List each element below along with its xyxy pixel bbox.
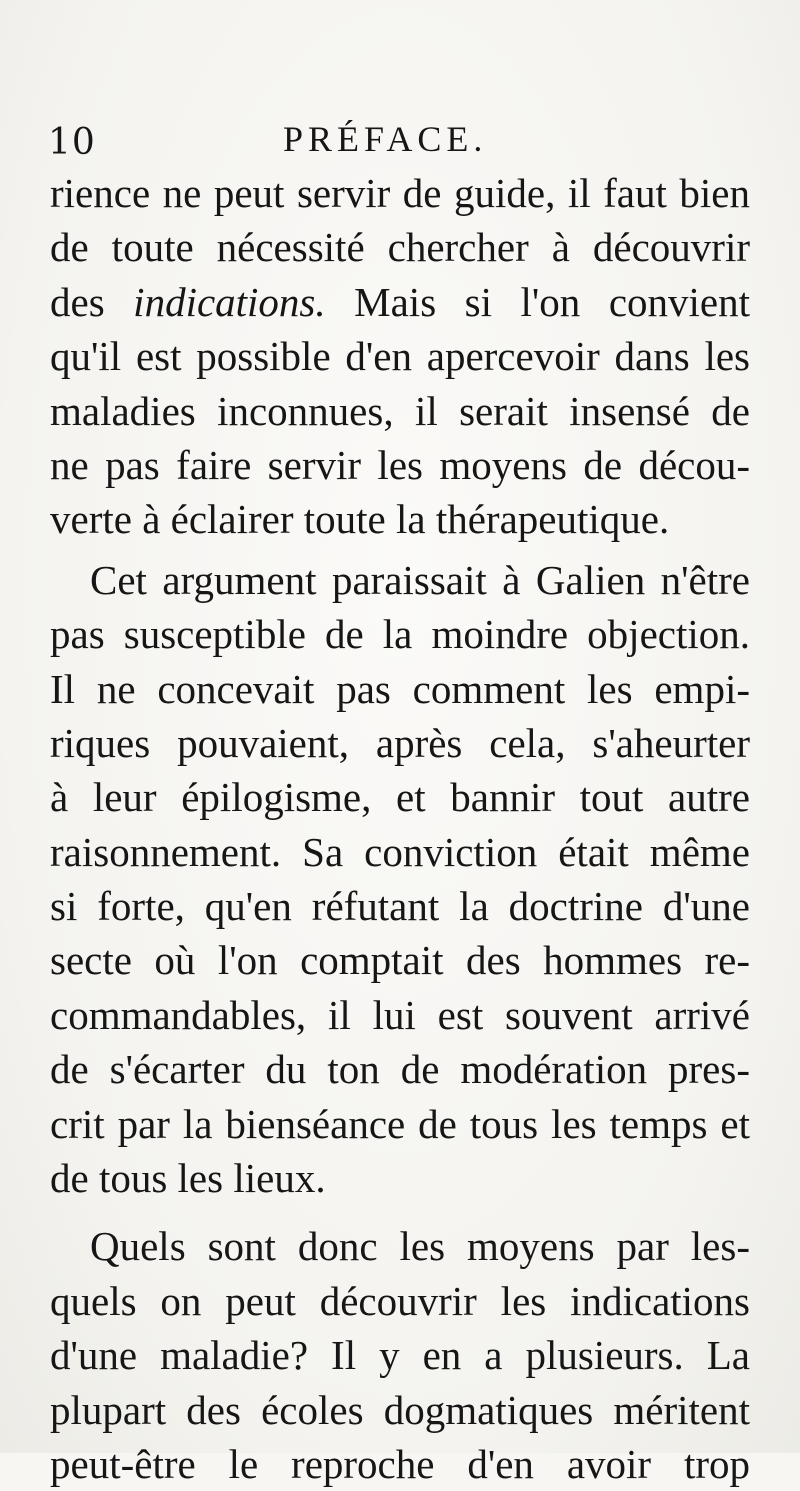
page-number: 10 (48, 122, 96, 163)
page-header (48, 112, 768, 162)
text-line: si forte, qu'en réfutant la doctrine d'une (50, 883, 750, 930)
paragraph-2 (50, 553, 750, 1206)
text-line: de s'écarter du ton de modération pres- (50, 1046, 750, 1093)
text-line: Quels sont donc les moyens par les- (90, 1223, 750, 1270)
text-line: qu'il est possible d'en apercevoir dans les (50, 333, 750, 380)
text-line: plupart des écoles dogmatiques méritent (50, 1386, 750, 1433)
text-line (50, 275, 750, 329)
text-line: Cet argument paraissait à Galien n'être (90, 556, 750, 603)
text-span: Mais si l'on convient (325, 278, 750, 325)
text-line: maladies inconnues, il serait insensé de (50, 387, 750, 434)
text-line: de toute nécessité chercher à découvrir (50, 224, 750, 271)
text-line: d'une maladie? Il y en a plusieurs. La (50, 1332, 750, 1379)
text-line: peut-être le reproche d'en avoir trop (50, 1440, 750, 1487)
text-line: à leur épilogisme, et bannir tout autre (50, 774, 750, 821)
text-line: raisonnement. Sa conviction était même (50, 828, 750, 875)
italic-term: indications. (133, 278, 326, 325)
text-line: quels on peut découvrir les indications (50, 1277, 750, 1324)
text-line: de tous les lieux. (50, 1155, 326, 1202)
text-line: pas susceptible de la moindre objection. (50, 611, 750, 658)
body-text (50, 166, 750, 1491)
text-span: des (50, 278, 134, 325)
text-line: secte où l'on comptait des hommes re- (50, 937, 750, 984)
text-line: verte à éclairer toute la thérapeutique. (50, 496, 670, 543)
text-line: crit par la bienséance de tous les temps et (50, 1100, 750, 1147)
text-line: riques pouvaient, après cela, s'aheurter (50, 719, 750, 766)
text-line: commandables, il lui est souvent arrivé (50, 991, 750, 1038)
paragraph-1 (50, 166, 750, 547)
text-line: rience ne peut servir de guide, il faut bien (50, 170, 750, 216)
paragraph-3 (50, 1219, 750, 1491)
text-line: ne pas faire servir les moyens de décou- (50, 441, 750, 488)
text-line: Il ne concevait pas comment les empi- (50, 665, 750, 712)
running-head: PRÉFACE. (283, 119, 488, 159)
